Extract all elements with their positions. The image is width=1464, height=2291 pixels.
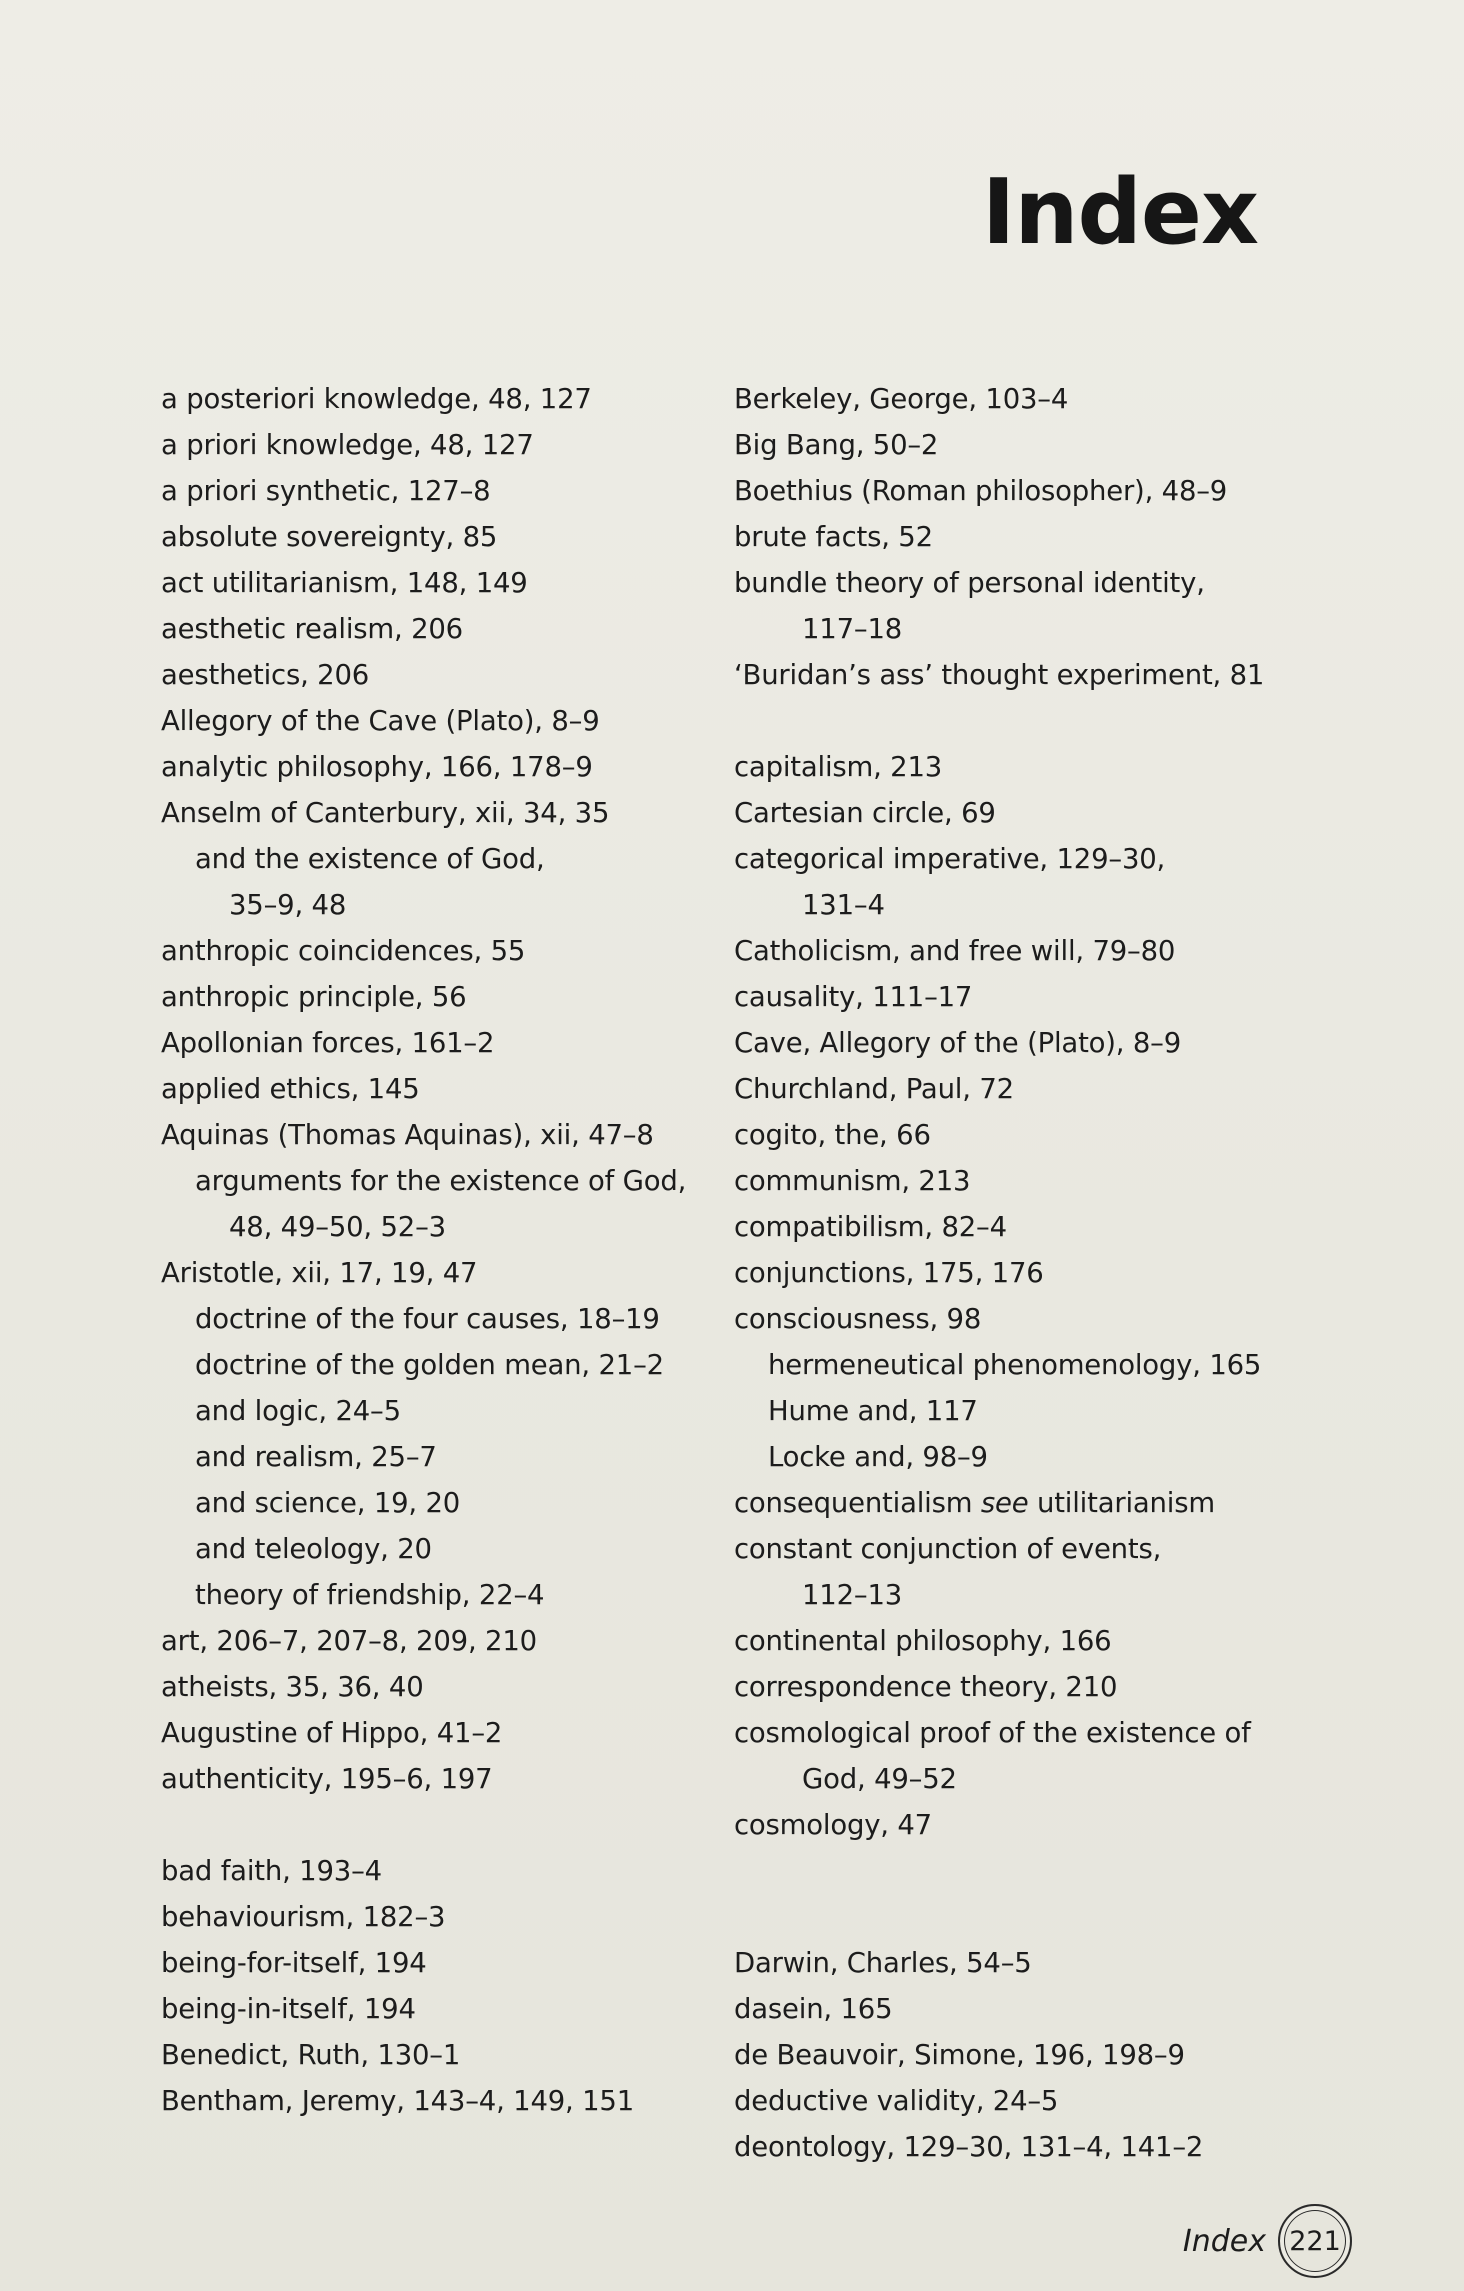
index-subentry (734, 1388, 1294, 1434)
index-entry (734, 1480, 1294, 1526)
entry-text: doctrine of the golden mean, 21–2 (195, 1349, 664, 1381)
entry-text: Hume and, 117 (768, 1395, 978, 1427)
index-entry (734, 1250, 1294, 1296)
entry-text: constant conjunction of events, (734, 1533, 1162, 1565)
index-entry (734, 1664, 1294, 1710)
index-entry (734, 1020, 1294, 1066)
index-entry (734, 2032, 1294, 2078)
index-subentry (161, 1480, 721, 1526)
entry-text: 117–18 (802, 613, 903, 645)
index-entry (161, 1848, 721, 1894)
entry-text: Aristotle, xii, 17, 19, 47 (161, 1257, 478, 1289)
entry-text: 131–4 (802, 889, 885, 921)
index-subentry (161, 1526, 721, 1572)
entry-text: a priori knowledge, 48, 127 (161, 429, 534, 461)
entry-text: Darwin, Charles, 54–5 (734, 1947, 1032, 1979)
index-entry (161, 560, 721, 606)
entry-text: deductive validity, 24–5 (734, 2085, 1059, 2117)
index-entry (734, 2078, 1294, 2124)
page-title: Index (981, 160, 1258, 265)
entry-text: analytic philosophy, 166, 178–9 (161, 751, 593, 783)
entry-text: Aquinas (Thomas Aquinas), xii, 47–8 (161, 1119, 654, 1151)
index-entry (161, 1664, 721, 1710)
index-entry (161, 2078, 721, 2124)
index-entry (734, 790, 1294, 836)
index-subentry (734, 1342, 1294, 1388)
entry-text: applied ethics, 145 (161, 1073, 420, 1105)
index-entry (734, 744, 1294, 790)
see-reference: see (980, 1487, 1029, 1519)
entry-text: cosmological proof of the existence of (734, 1717, 1251, 1749)
index-entry (161, 1940, 721, 1986)
entry-text: Catholicism, and free will, 79–80 (734, 935, 1176, 967)
entry-text: categorical imperative, 129–30, (734, 843, 1166, 875)
index-entry (734, 2124, 1294, 2170)
index-entry (161, 974, 721, 1020)
index-entry (734, 652, 1294, 698)
index-entry (161, 1710, 721, 1756)
entry-text: art, 206–7, 207–8, 209, 210 (161, 1625, 537, 1657)
entry-text: consciousness, 98 (734, 1303, 982, 1335)
index-subentry (734, 1756, 1294, 1802)
entry-text: cosmology, 47 (734, 1809, 932, 1841)
index-column-left (161, 376, 721, 2124)
index-subentry (734, 1434, 1294, 1480)
entry-text: act utilitarianism, 148, 149 (161, 567, 528, 599)
entry-text: Boethius (Roman philosopher), 48–9 (734, 475, 1228, 507)
index-entry (161, 1894, 721, 1940)
entry-text: communism, 213 (734, 1165, 971, 1197)
index-entry (734, 514, 1294, 560)
entry-text: 112–13 (802, 1579, 903, 1611)
entry-text: capitalism, 213 (734, 751, 943, 783)
section-gap (734, 698, 1294, 744)
index-entry (161, 514, 721, 560)
index-entry (161, 652, 721, 698)
index-entry (734, 1986, 1294, 2032)
entry-text: Cartesian circle, 69 (734, 797, 996, 829)
entry-text: bad faith, 193–4 (161, 1855, 382, 1887)
index-entry (161, 928, 721, 974)
index-entry (734, 1940, 1294, 1986)
index-entry (161, 1112, 721, 1158)
entry-text: Anselm of Canterbury, xii, 34, 35 (161, 797, 610, 829)
index-subentry (161, 836, 721, 882)
index-entry (161, 1066, 721, 1112)
entry-text: behaviourism, 182–3 (161, 1901, 446, 1933)
entry-text: anthropic principle, 56 (161, 981, 467, 1013)
index-entry (161, 1618, 721, 1664)
entry-text: theory of friendship, 22–4 (195, 1579, 545, 1611)
footer-label: Index (1182, 2223, 1266, 2259)
entry-text: 48, 49–50, 52–3 (229, 1211, 446, 1243)
index-subentry (161, 1434, 721, 1480)
index-entry (734, 422, 1294, 468)
entry-text: Augustine of Hippo, 41–2 (161, 1717, 503, 1749)
entry-text: Bentham, Jeremy, 143–4, 149, 151 (161, 2085, 635, 2117)
entry-text: correspondence theory, 210 (734, 1671, 1118, 1703)
entry-text: and teleology, 20 (195, 1533, 432, 1565)
entry-text: aesthetics, 206 (161, 659, 370, 691)
index-entry (161, 1020, 721, 1066)
index-entry (734, 376, 1294, 422)
index-entry (734, 1158, 1294, 1204)
entry-text: dasein, 165 (734, 1993, 893, 2025)
page-number-badge: 221 (1278, 2204, 1352, 2278)
index-entry (734, 1296, 1294, 1342)
index-entry (161, 790, 721, 836)
entry-text: being-in-itself, 194 (161, 1993, 416, 2025)
entry-text: God, 49–52 (802, 1763, 957, 1795)
entry-text: brute facts, 52 (734, 521, 933, 553)
entry-text: aesthetic realism, 206 (161, 613, 463, 645)
entry-text: being-for-itself, 194 (161, 1947, 427, 1979)
index-subentry (161, 1204, 721, 1250)
see-target: utilitarianism (1028, 1487, 1215, 1519)
index-entry (734, 1112, 1294, 1158)
section-gap (161, 1802, 721, 1848)
entry-text: anthropic coincidences, 55 (161, 935, 526, 967)
index-entry (734, 1618, 1294, 1664)
index-subentry (161, 1572, 721, 1618)
index-entry (734, 1802, 1294, 1848)
index-entry (734, 468, 1294, 514)
index-subentry (161, 882, 721, 928)
index-entry (734, 560, 1294, 606)
entry-text: and realism, 25–7 (195, 1441, 437, 1473)
entry-text: Allegory of the Cave (Plato), 8–9 (161, 705, 600, 737)
index-column-right (734, 376, 1294, 2170)
index-entry (734, 1526, 1294, 1572)
index-entry (161, 1986, 721, 2032)
index-subentry (161, 1296, 721, 1342)
entry-text: causality, 111–17 (734, 981, 973, 1013)
index-subentry (734, 606, 1294, 652)
index-entry (161, 376, 721, 422)
entry-text: Apollonian forces, 161–2 (161, 1027, 495, 1059)
index-entry (734, 836, 1294, 882)
entry-text: and the existence of God, (195, 843, 545, 875)
entry-text: authenticity, 195–6, 197 (161, 1763, 493, 1795)
index-entry (734, 1204, 1294, 1250)
index-subentry (161, 1388, 721, 1434)
index-entry (161, 698, 721, 744)
entry-text: deontology, 129–30, 131–4, 141–2 (734, 2131, 1204, 2163)
index-entry (161, 744, 721, 790)
entry-text: a priori synthetic, 127–8 (161, 475, 491, 507)
index-entry (734, 1710, 1294, 1756)
page-footer (1183, 2204, 1352, 2278)
index-entry (161, 1756, 721, 1802)
entry-text: absolute sovereignty, 85 (161, 521, 498, 553)
entry-text: Churchland, Paul, 72 (734, 1073, 1014, 1105)
entry-text: ‘Buridan’s ass’ thought experiment, 81 (734, 659, 1265, 691)
entry-text: compatibilism, 82–4 (734, 1211, 1007, 1243)
index-subentry (734, 882, 1294, 928)
index-entry (161, 1250, 721, 1296)
entry-text: cogito, the, 66 (734, 1119, 931, 1151)
index-entry (734, 928, 1294, 974)
index-subentry (161, 1342, 721, 1388)
index-subentry (734, 1572, 1294, 1618)
entry-text: and logic, 24–5 (195, 1395, 401, 1427)
entry-text: conjunctions, 175, 176 (734, 1257, 1044, 1289)
entry-text: continental philosophy, 166 (734, 1625, 1112, 1657)
index-entry (161, 422, 721, 468)
entry-text: Benedict, Ruth, 130–1 (161, 2039, 461, 2071)
entry-text: doctrine of the four causes, 18–19 (195, 1303, 660, 1335)
entry-text: a posteriori knowledge, 48, 127 (161, 383, 592, 415)
entry-text: Berkeley, George, 103–4 (734, 383, 1069, 415)
entry-text: arguments for the existence of God, (195, 1165, 687, 1197)
index-entry (161, 606, 721, 652)
entry-text: Big Bang, 50–2 (734, 429, 939, 461)
section-gap (734, 1848, 1294, 1894)
entry-text: Cave, Allegory of the (Plato), 8–9 (734, 1027, 1182, 1059)
index-entry (161, 468, 721, 514)
entry-text: de Beauvoir, Simone, 196, 198–9 (734, 2039, 1185, 2071)
entry-text: atheists, 35, 36, 40 (161, 1671, 424, 1703)
section-gap (734, 1894, 1294, 1940)
entry-text: Locke and, 98–9 (768, 1441, 988, 1473)
entry-text: consequentialism (734, 1487, 973, 1519)
entry-text: hermeneutical phenomenology, 165 (768, 1349, 1262, 1381)
index-subentry (161, 1158, 721, 1204)
entry-text: bundle theory of personal identity, (734, 567, 1205, 599)
index-entry (734, 1066, 1294, 1112)
index-entry (734, 974, 1294, 1020)
entry-text: 35–9, 48 (229, 889, 347, 921)
entry-text: and science, 19, 20 (195, 1487, 461, 1519)
index-entry (161, 2032, 721, 2078)
